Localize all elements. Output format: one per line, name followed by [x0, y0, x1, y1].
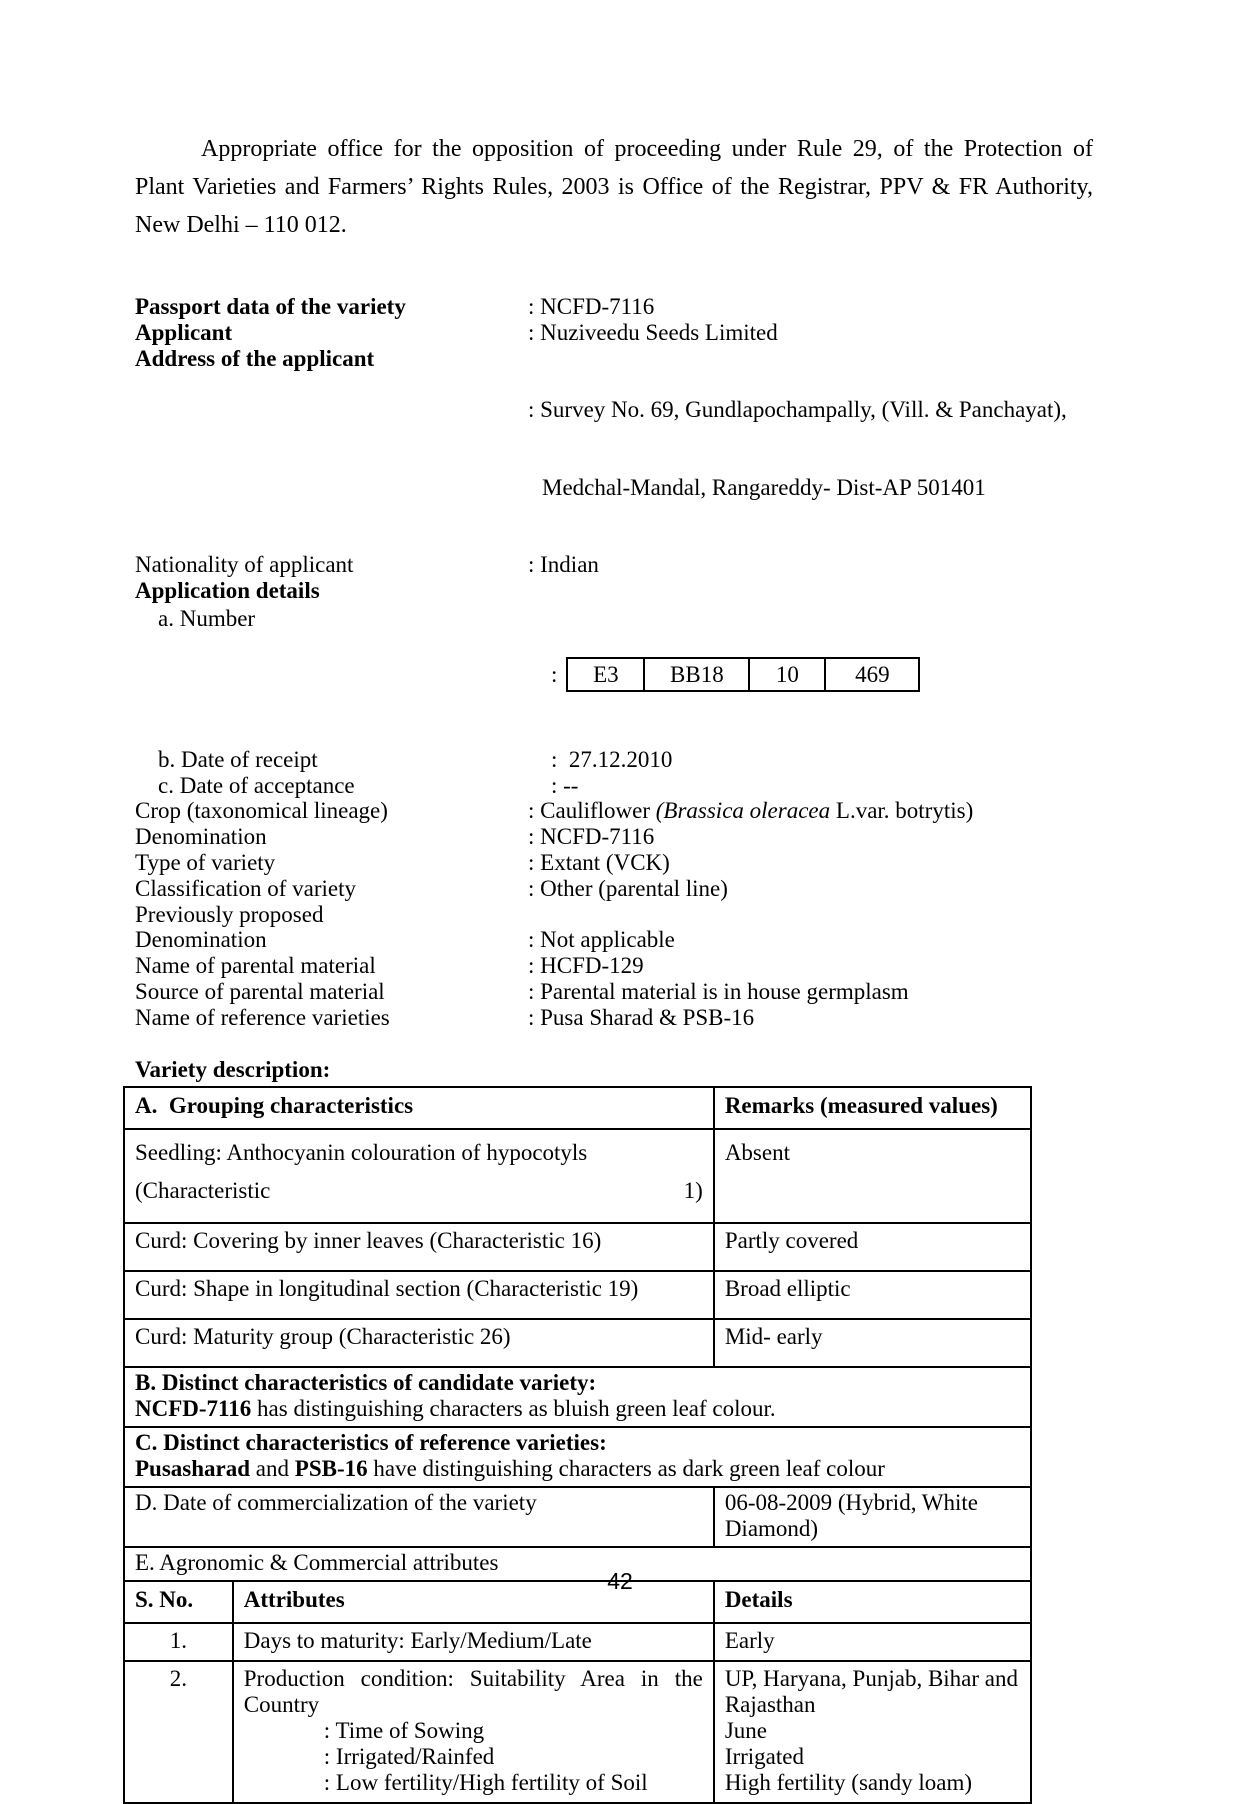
field-value: : Not applicable	[528, 927, 675, 953]
field-value: : 27.12.2010	[551, 746, 673, 772]
field-value	[528, 798, 1093, 824]
field-value: : --	[551, 772, 579, 798]
attribute-row	[124, 1661, 1031, 1803]
passport-row-application-number	[135, 606, 1093, 744]
reference-variety-name-1: Pusasharad	[135, 1455, 251, 1481]
attribute-row	[124, 1623, 1031, 1661]
field-value: : Other (parental line)	[528, 875, 728, 901]
section-b-text	[135, 1396, 1020, 1422]
details-header: Details	[714, 1581, 1031, 1623]
variety-description-table	[123, 1086, 1032, 1804]
passport-row	[135, 320, 1093, 346]
table-row	[124, 1271, 1031, 1319]
field-label: Denomination	[135, 824, 267, 850]
sno-cell: 2.	[124, 1661, 233, 1803]
passport-row	[135, 876, 1093, 902]
intro-line: New Delhi – 110 012.	[135, 212, 347, 238]
section-d-label: D. Date of commercialization of the variety	[124, 1487, 714, 1547]
table-row	[124, 1129, 1031, 1223]
passport-row	[135, 346, 1093, 552]
attributes-header: Attributes	[233, 1581, 714, 1623]
remark-cell: Broad elliptic	[714, 1271, 1031, 1319]
field-value	[528, 346, 1093, 552]
field-label: Application details	[135, 577, 320, 603]
crop-value-suffix: L.var. botrytis)	[830, 798, 974, 824]
passport-row	[135, 902, 1093, 928]
field-label: Source of parental material	[135, 978, 385, 1004]
attribute-line: : Time of Sowing	[323, 1717, 485, 1743]
characteristic-cell: Curd: Shape in longitudinal section (Characteristic 19)	[124, 1271, 714, 1319]
passport-data-section	[135, 294, 1093, 1031]
details-line: Irrigated	[724, 1743, 804, 1769]
section-b-row	[124, 1367, 1031, 1427]
field-label: Name of reference varieties	[135, 1004, 390, 1030]
details-cell: Early	[714, 1623, 1031, 1661]
field-value	[551, 606, 1093, 744]
grouping-header-row	[124, 1087, 1031, 1129]
field-value: : Indian	[528, 551, 599, 577]
passport-row	[135, 773, 1093, 799]
field-label: Address of the applicant	[135, 345, 375, 371]
field-value: : Nuziveedu Seeds Limited	[528, 319, 778, 345]
variety-description-heading: Variety description:	[135, 1056, 331, 1082]
section-d-value: 06-08-2009 (Hybrid, White Diamond)	[714, 1487, 1031, 1547]
section-c-connector: and	[250, 1455, 295, 1481]
section-e-title: E. Agronomic & Commercial attributes	[124, 1547, 1031, 1581]
page-content	[123, 130, 1093, 1804]
section-d-row	[124, 1487, 1031, 1547]
crop-botanical-name: (Brassica oleracea	[655, 798, 831, 824]
number-box-cell: 10	[750, 657, 826, 692]
colon: :	[551, 661, 558, 687]
section-b-title: B. Distinct characteristics of candidate variety:	[135, 1369, 597, 1395]
field-value: : HCFD-129	[528, 953, 644, 979]
section-c-row	[124, 1427, 1031, 1487]
intro-line: Appropriate office for the opposition of proceeding under Rule 29, of the Protection of	[201, 136, 1093, 162]
passport-row-crop	[135, 798, 1093, 824]
passport-row	[135, 552, 1093, 578]
intro-paragraph	[135, 130, 1093, 244]
passport-row	[135, 850, 1093, 876]
reference-variety-name-2: PSB-16	[294, 1455, 368, 1481]
number-box-cell: BB18	[645, 657, 750, 692]
number-box-cell: 469	[826, 657, 920, 692]
passport-row	[135, 824, 1093, 850]
field-value	[528, 902, 1093, 928]
remark-cell: Mid- early	[714, 1319, 1031, 1367]
field-label: Previously proposed	[135, 901, 324, 927]
field-label: Classification of variety	[135, 875, 356, 901]
intro-line: Plant Varieties and Farmers’ Rights Rules, 2003 is Office of the Registrar, PPV & FR Authority,	[135, 174, 1093, 200]
table-row	[124, 1319, 1031, 1367]
details-line: UP, Haryana, Punjab, Bihar and	[724, 1665, 1019, 1691]
details-line: June	[724, 1717, 767, 1743]
field-label: Nationality of applicant	[135, 551, 354, 577]
number-box-cell: E3	[566, 657, 645, 692]
sno-header: S. No.	[124, 1581, 233, 1623]
field-value: : NCFD-7116	[528, 294, 655, 319]
field-label: a. Number	[158, 605, 256, 631]
grouping-characteristics-header: A. Grouping characteristics	[124, 1087, 714, 1129]
section-c-cell	[124, 1427, 1031, 1487]
application-number-boxes	[551, 657, 1093, 692]
field-label: Applicant	[135, 319, 233, 345]
field-label: c. Date of acceptance	[158, 772, 355, 798]
address-line-2: Medchal-Mandal, Rangareddy- Dist-AP 501401	[542, 474, 986, 500]
address-line-1: : Survey No. 69, Gundlapochampally, (Vill. & Panchayat),	[528, 397, 1067, 423]
details-line: High fertility (sandy loam)	[724, 1769, 973, 1795]
field-value: : NCFD-7116	[528, 824, 655, 850]
passport-row	[135, 578, 1093, 604]
passport-row	[135, 953, 1093, 979]
candidate-variety-name: NCFD-7116	[135, 1395, 252, 1421]
attribute-line: Production condition: Suitability Area in the	[243, 1665, 703, 1691]
section-c-description: have distinguishing characters as dark green leaf colour	[367, 1455, 885, 1481]
section-b-cell	[124, 1367, 1031, 1427]
characteristic-cell: Curd: Covering by inner leaves (Characteristic 16)	[124, 1223, 714, 1271]
remark-cell: Partly covered	[714, 1223, 1031, 1271]
page-number: 42	[607, 1568, 633, 1594]
field-label: Denomination	[135, 927, 267, 953]
attribute-cell: Days to maturity: Early/Medium/Late	[233, 1623, 714, 1661]
characteristic-cell: Seedling: Anthocyanin colouration of hypocotyls (Characteristic 1)	[124, 1129, 714, 1223]
field-label: Name of parental material	[135, 953, 376, 979]
remark-cell: Absent	[714, 1129, 1031, 1223]
sno-cell: 1.	[124, 1623, 233, 1661]
attribute-cell	[233, 1661, 714, 1803]
field-label: Crop (taxonomical lineage)	[135, 798, 388, 824]
field-label: Passport data of the variety	[135, 294, 406, 319]
details-cell	[714, 1661, 1031, 1803]
passport-row	[135, 979, 1093, 1005]
passport-row	[135, 294, 1093, 320]
number-box-strip	[566, 657, 920, 692]
remarks-header: Remarks (measured values)	[714, 1087, 1031, 1129]
field-label: b. Date of receipt	[158, 746, 318, 772]
crop-value-prefix: : Cauliflower	[528, 798, 656, 824]
field-value: : Extant (VCK)	[528, 849, 670, 875]
field-value: : Parental material is in house germplasm	[528, 978, 909, 1004]
characteristic-cell: Curd: Maturity group (Characteristic 26)	[124, 1319, 714, 1367]
attribute-line: : Irrigated/Rainfed	[323, 1743, 495, 1769]
field-value: : Pusa Sharad & PSB-16	[528, 1004, 755, 1030]
attribute-line: : Low fertility/High fertility of Soil	[323, 1769, 648, 1795]
section-c-title: C. Distinct characteristics of reference varieties:	[135, 1429, 607, 1455]
section-b-description: has distinguishing characters as bluish green leaf colour.	[251, 1395, 776, 1421]
attribute-line: Country	[243, 1691, 320, 1717]
passport-row	[135, 1005, 1093, 1031]
passport-row	[135, 747, 1093, 773]
section-c-text	[135, 1456, 1020, 1482]
field-value	[528, 578, 1093, 604]
field-label: Type of variety	[135, 849, 276, 875]
table-row	[124, 1223, 1031, 1271]
details-line: Rajasthan	[724, 1691, 816, 1717]
passport-row	[135, 927, 1093, 953]
